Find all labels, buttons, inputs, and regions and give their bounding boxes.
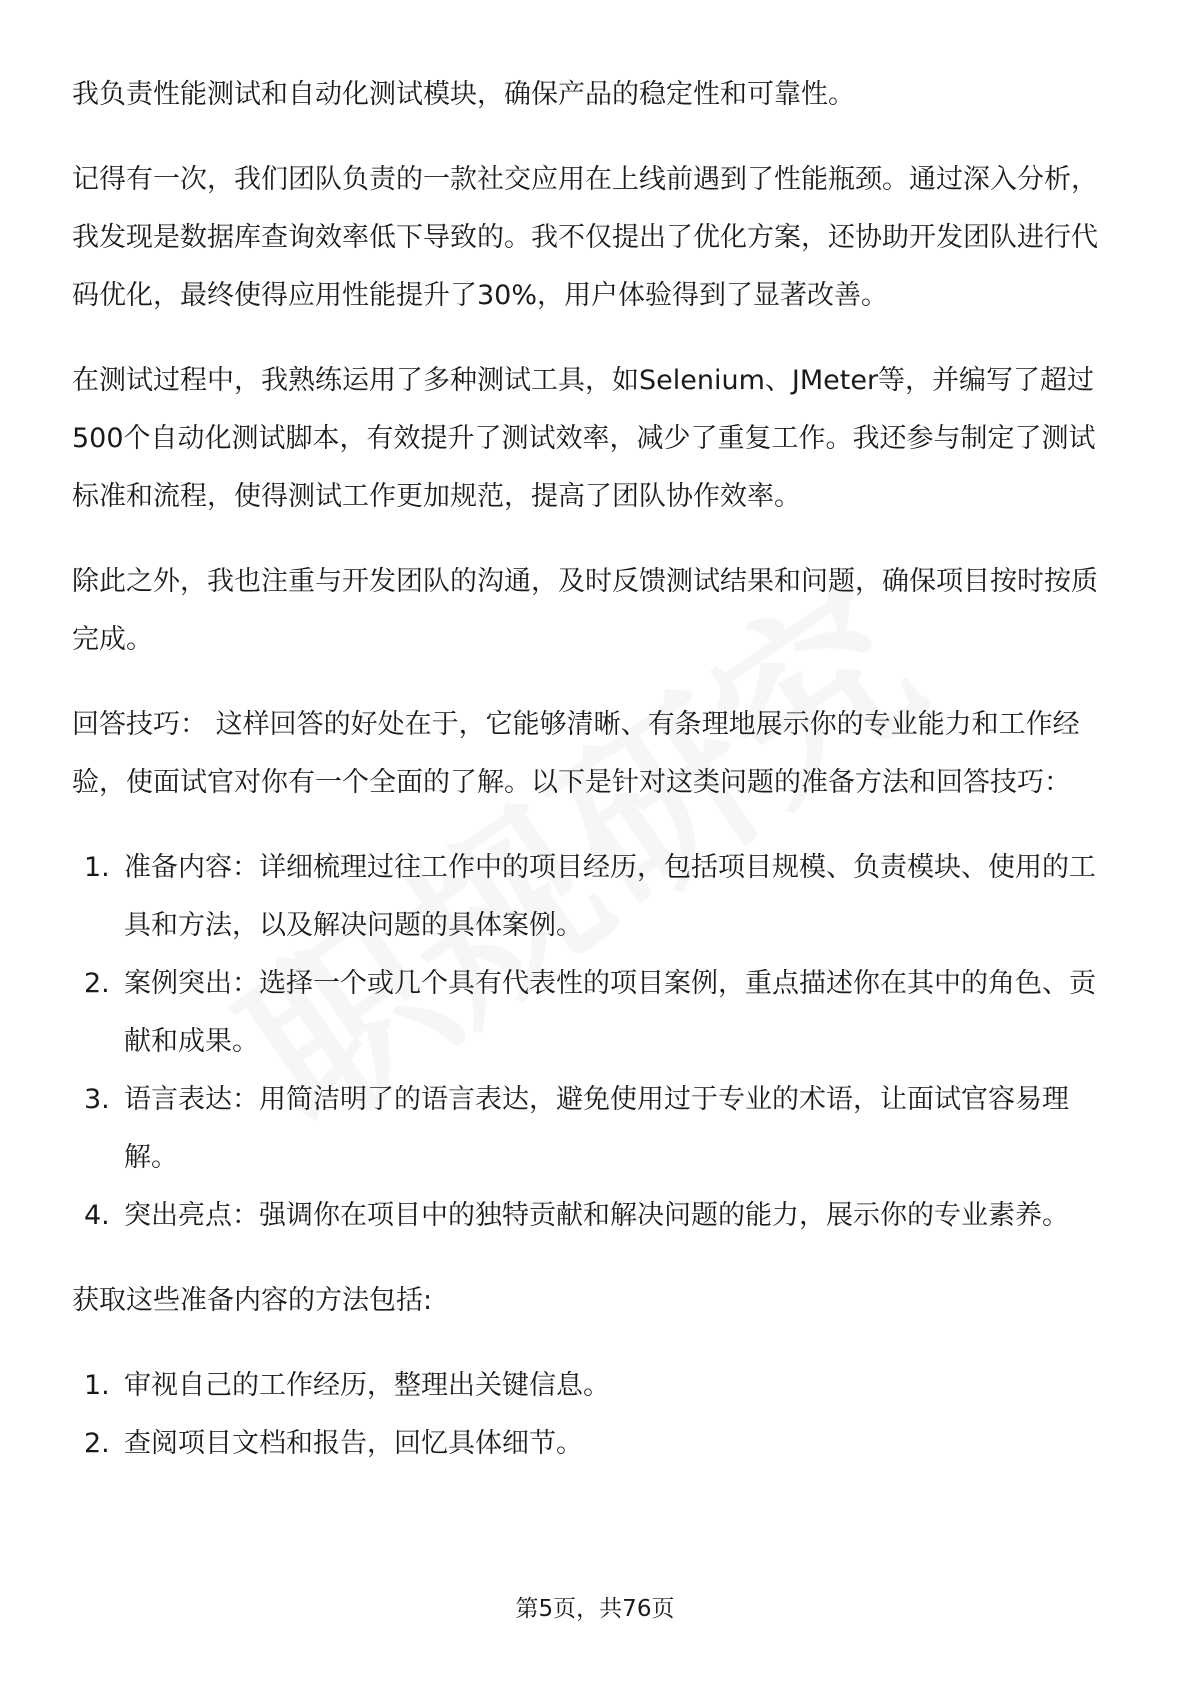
list-item-number: 4. <box>84 1200 110 1231</box>
paragraph-answer-tips: 回答技巧： 这样回答的好处在于，它能够清晰、有条理地展示你的专业能力和工作经验，使面试官对你有一个全面的了解。以下是针对这类问题的准备方法和回答技巧： <box>72 709 1080 798</box>
list-item <box>72 955 1118 1071</box>
methods-heading: 获取这些准备内容的方法包括: <box>72 1285 433 1316</box>
tips-list <box>72 839 1118 1245</box>
list-item-number: 1. <box>84 852 110 883</box>
paragraph-tools: 在测试过程中，我熟练运用了多种测试工具，如Selenium、JMeter等，并编写了超过500个自动化测试脚本，有效提升了测试效率，减少了重复工作。我还参与制定了测试标准和流程，使得测试工作更加规范，提高了团队协作效率。 <box>72 365 1096 512</box>
list-item-number: 2. <box>84 968 110 999</box>
list-item <box>72 1357 1118 1415</box>
list-item <box>72 839 1118 955</box>
paragraph-communication: 除此之外，我也注重与开发团队的沟通，及时反馈测试结果和问题，确保项目按时按质完成。 <box>72 566 1098 655</box>
list-item <box>72 1071 1118 1187</box>
page-number-footer: 第5页，共76页 <box>515 1596 675 1622</box>
list-item-text: 语言表达：用简洁明了的语言表达，避免使用过于专业的术语，让面试官容易理解。 <box>124 1084 1069 1173</box>
paragraph-role: 我负责性能测试和自动化测试模块，确保产品的稳定性和可靠性。 <box>72 79 855 110</box>
list-item <box>72 1415 1118 1473</box>
methods-list <box>72 1357 1118 1473</box>
list-item-number: 2. <box>84 1428 110 1459</box>
list-item-text: 查阅项目文档和报告，回忆具体细节。 <box>124 1428 583 1459</box>
list-item-text: 审视自己的工作经历，整理出关键信息。 <box>124 1370 610 1401</box>
list-item-number: 3. <box>84 1084 110 1115</box>
list-item-text: 突出亮点：强调你在项目中的独特贡献和解决问题的能力，展示你的专业素养。 <box>124 1200 1069 1231</box>
list-item <box>72 1187 1118 1245</box>
paragraph-case: 记得有一次，我们团队负责的一款社交应用在上线前遇到了性能瓶颈。通过深入分析，我发现是数据库查询效率低下导致的。我不仅提出了优化方案，还协助开发团队进行代码优化，最终使得应用性能提升了30%，用户体验得到了显著改善。 <box>72 164 1098 311</box>
document-body <box>72 66 1118 1500</box>
list-item-text: 准备内容：详细梳理过往工作中的项目经历，包括项目规模、负责模块、使用的工具和方法，以及解决问题的具体案例。 <box>124 852 1096 941</box>
list-item-text: 案例突出：选择一个或几个具有代表性的项目案例，重点描述你在其中的角色、贡献和成果。 <box>124 968 1096 1057</box>
list-item-number: 1. <box>84 1370 110 1401</box>
